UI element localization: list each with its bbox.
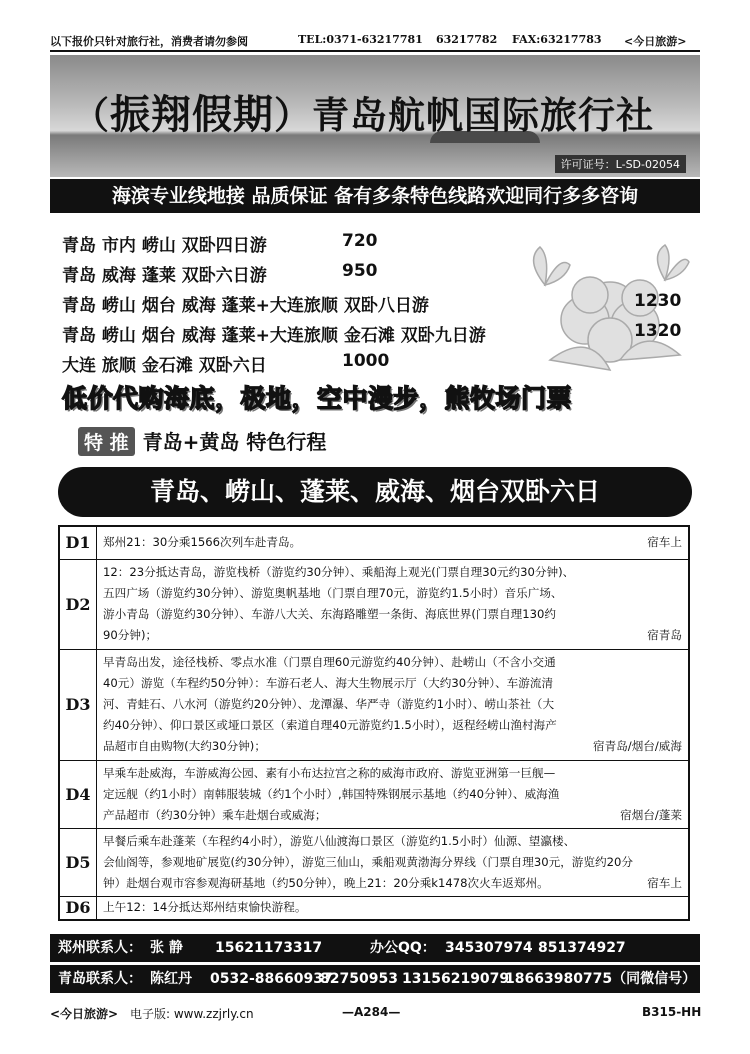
- featured-tag: 特 推: [78, 427, 135, 456]
- advert-frame: [50, 55, 700, 995]
- zz-contact-phone: 15621173317: [215, 940, 323, 956]
- day-description: 早乘车赴威海，车游威海公园、素有小布达拉宫之称的威海市政府、游览亚洲第一巨舰— 定远舰（约1小时）南韩服装城（约1个小时）,韩国特殊钢展示基地（约40分钟）、威海渔 宿烟台/蓬莱 产品超市（约30分钟）乘车赴烟台或威海；: [97, 760, 690, 828]
- company-title: （振翔假期）青岛航帆国际旅行社: [72, 92, 654, 138]
- route-price: 720: [342, 231, 378, 251]
- day-description: 12：23分抵达青岛，游览栈桥（游览约30分钟）、乘船海上观光(门票自理30元约30分钟)、 五四广场（游览约30分钟）、游览奥帆基地（门票自理70元，游览约1.5小时）音乐广场、 游小青岛（游览约30分钟）、车游八大关、东海路雕塑一条街、海底世界(门票自理130约 宿青岛 90分钟)；: [97, 559, 690, 649]
- fax-text: FAX:63217783: [512, 33, 602, 46]
- tel2-text: 63217782: [436, 33, 498, 46]
- table-row: [59, 559, 689, 649]
- itinerary-table: [58, 525, 690, 921]
- route-line-4: 青岛 崂山 烟台 威海 蓬莱+大连旅顺 金石滩 双卧九日游 1320: [62, 321, 682, 346]
- day-description: 早餐后乘车赴蓬莱（车程约4小时），游览八仙渡海口景区（游览约1.5小时）仙源、望瀛楼、 会仙阁等，参观地矿展览(约30分钟），游览三仙山，乘船观黄渤海分界线（门票自理30元，游览约20分 宿车上 钟）赴烟台观市容参观海研基地（约50分钟），晚上21：20分乘k1478次火车返郑州。: [97, 828, 690, 896]
- qq-label: 办公QQ：: [370, 940, 436, 956]
- route-price: 950: [342, 261, 378, 281]
- zz-contact-label: 郑州联系人：: [58, 940, 142, 956]
- zhengzhou-contact-bar: [50, 934, 700, 962]
- slogan-bar: 海滨专业线地接 品质保证 备有多条特色线路欢迎同行多多咨询: [50, 179, 700, 213]
- qd-contact-label: 青岛联系人：: [58, 971, 142, 987]
- route-price: 1230: [634, 291, 682, 311]
- footer-edition: 电子版: www.zzjrly.cn: [130, 1007, 254, 1021]
- day-description: 宿车上 郑州21：30分乘1566次列车赴青岛。: [97, 526, 690, 559]
- banner: [50, 55, 700, 177]
- route-line-2: 青岛 威海 蓬莱 双卧六日游 950: [62, 261, 378, 286]
- route-price: 1320: [634, 321, 682, 341]
- day-label: D6: [59, 896, 97, 920]
- footer: [50, 1000, 700, 1022]
- tel-text: TEL:0371-63217781: [298, 33, 423, 46]
- footer-brand: <今日旅游>: [50, 1007, 119, 1021]
- overnight-stay: 宿车上: [647, 535, 682, 550]
- overnight-stay: 宿青岛/烟台/威海: [593, 739, 682, 753]
- day-label: D5: [59, 828, 97, 896]
- qd-phone-4: 18663980775（同微信号）: [505, 971, 697, 987]
- day-description: 上午12：14分抵达郑州结束愉快游程。: [97, 896, 690, 920]
- qingdao-contact-bar: [50, 965, 700, 993]
- qq-number-1: 345307974: [445, 940, 533, 956]
- page-number: —A284—: [342, 1005, 401, 1019]
- qd-phone-2: 82750953: [320, 971, 398, 987]
- notice-text: 以下报价只针对旅行社，消费者请勿参阅: [50, 35, 248, 48]
- tour-title: 青岛、崂山、蓬莱、威海、烟台双卧六日: [58, 467, 692, 517]
- day-description: 早青岛出发，途径栈桥、零点水准（门票自理60元游览约40分钟）、赴崂山（不含小交通 40元）游览（车程约50分钟）：车游石老人、海大生物展示厅（大约30分钟）、车游流清 河、青蛙石、八水河（游览约20分钟）、龙潭瀑、华严寺（游览约1小时）、崂山茶社（大 约40分钟）、仰口景区或垭口景区（索道自理40元游览约1.5小时），返程经崂山渔村海产 宿青岛/烟台/威海 品超市自由购物(大约30分钟)；: [97, 649, 690, 760]
- qd-phone-1: 0532-88660937: [210, 971, 333, 987]
- brand-name: 振翔假期: [110, 92, 274, 138]
- route-line-1: 青岛 市内 崂山 双卧四日游 720: [62, 231, 378, 256]
- featured-line: [78, 426, 326, 456]
- day-label: D4: [59, 760, 97, 828]
- overnight-stay: 宿车上: [647, 875, 682, 890]
- table-row: [59, 760, 689, 828]
- route-line-5: 大连 旅顺 金石滩 双卧六日 1000: [62, 351, 390, 376]
- featured-text: 青岛+黄岛 特色行程: [142, 430, 327, 454]
- qd-contact-name: 陈红丹: [150, 971, 192, 987]
- route-line-3: 青岛 崂山 烟台 威海 蓬莱+大连旅顺 双卧八日游 1230: [62, 291, 682, 316]
- qq-number-2: 851374927: [538, 940, 626, 956]
- day-label: D2: [59, 559, 97, 649]
- company-name: 青岛航帆国际旅行社: [312, 94, 654, 137]
- ticket-purchase-note: 低价代购海底，极地，空中漫步，熊牧场门票: [62, 384, 573, 413]
- table-row: [59, 526, 689, 559]
- license-number: 许可证号：L-SD-02054: [555, 155, 686, 173]
- issue-code: B315-HH: [642, 1005, 702, 1019]
- top-header: [50, 30, 700, 52]
- zz-contact-name: 张 静: [150, 940, 183, 956]
- table-row: [59, 828, 689, 896]
- route-price: 1000: [342, 351, 390, 371]
- header-brand: <今日旅游>: [624, 35, 687, 48]
- qd-phone-3: 13156219079: [402, 971, 510, 987]
- day-label: D1: [59, 526, 97, 559]
- overnight-stay: 宿烟台/蓬莱: [620, 807, 682, 822]
- table-row: [59, 649, 689, 760]
- overnight-stay: 宿青岛: [647, 628, 682, 642]
- day-label: D3: [59, 649, 97, 760]
- table-row: [59, 896, 689, 920]
